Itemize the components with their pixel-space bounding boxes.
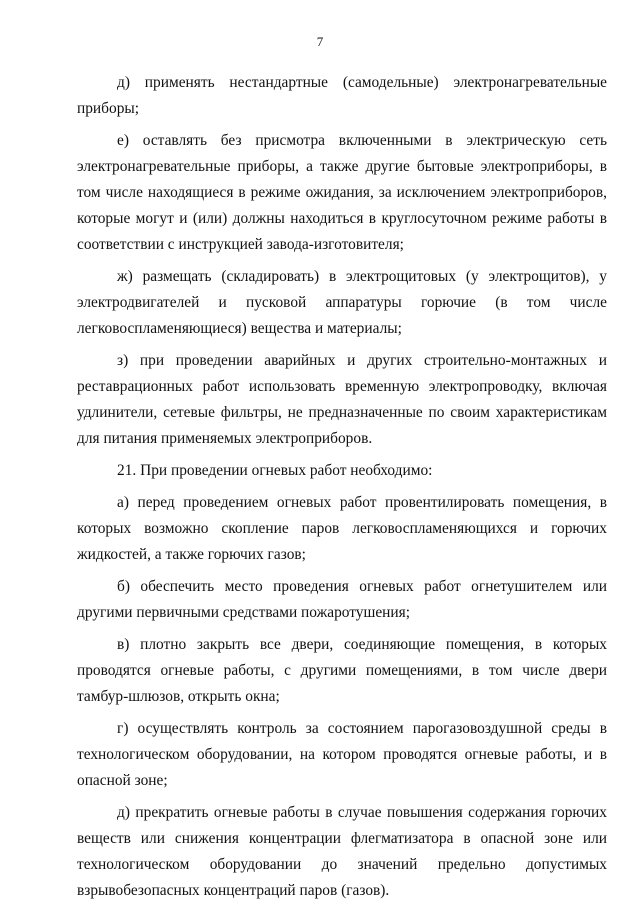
section-21-heading: 21. При проведении огневых работ необходимо: [117, 462, 433, 479]
document-body [77, 70, 607, 910]
paragraph-d-stop-hot-work: д) прекратить огневые работы в случае повышения содержания горючих веществ или снижения концентрации флегматизатора в опасной зоне или технологическом оборудовании до значений предельно допустимых взрывобезопасных концентраций паров (газов). [77, 804, 607, 899]
paragraph-z-temporary-wiring: з) при проведении аварийных и других строительно-монтажных и реставрационных работ использовать временную электропроводку, включая удлинители, сетевые фильтры, не предназначенные по своим характеристикам для питания применяемых электроприборов. [77, 352, 607, 447]
paragraph-zh-storage-near-switchboards: ж) размещать (складировать) в электрощитовых (у электрощитов), у электродвигателей и пусковой аппаратуры горючие (в том числе легковоспламеняющиеся) вещества и материалы; [77, 268, 607, 337]
paragraph-e-unattended-appliances: е) оставлять без присмотра включенными в электрическую сеть электронагревательные приборы, а также другие бытовые электроприборы, в том числе находящиеся в режиме ожидания, за исключением электроприборов, которые могут и (или) должны находиться в круглосуточном режиме работы в соответствии с инструкцией завода-изготовителя; [77, 132, 607, 253]
page-number: 7 [316, 34, 324, 49]
paragraph-b-extinguishers: б) обеспечить место проведения огневых работ огнетушителем или другими первичными средствами пожаротушения; [77, 578, 607, 621]
paragraph-a-ventilate-rooms: а) перед проведением огневых работ провентилировать помещения, в которых возможно скопление паров легковоспламеняющихся и горючих жидкостей, а также горючих газов; [77, 494, 607, 563]
paragraph-d-nonstandard-heaters: д) применять нестандартные (самодельные) электронагревательные приборы; [77, 74, 607, 117]
paragraph-v-close-doors: в) плотно закрыть все двери, соединяющие помещения, в которых проводятся огневые работы, с другими помещениями, в том числе двери тамбур-шлюзов, открыть окна; [77, 636, 607, 705]
paragraph-g-monitor-environment: г) осуществлять контроль за состоянием парогазовоздушной среды в технологическом оборудовании, на котором проводятся огневые работы, и в опасной зоне; [77, 720, 607, 789]
